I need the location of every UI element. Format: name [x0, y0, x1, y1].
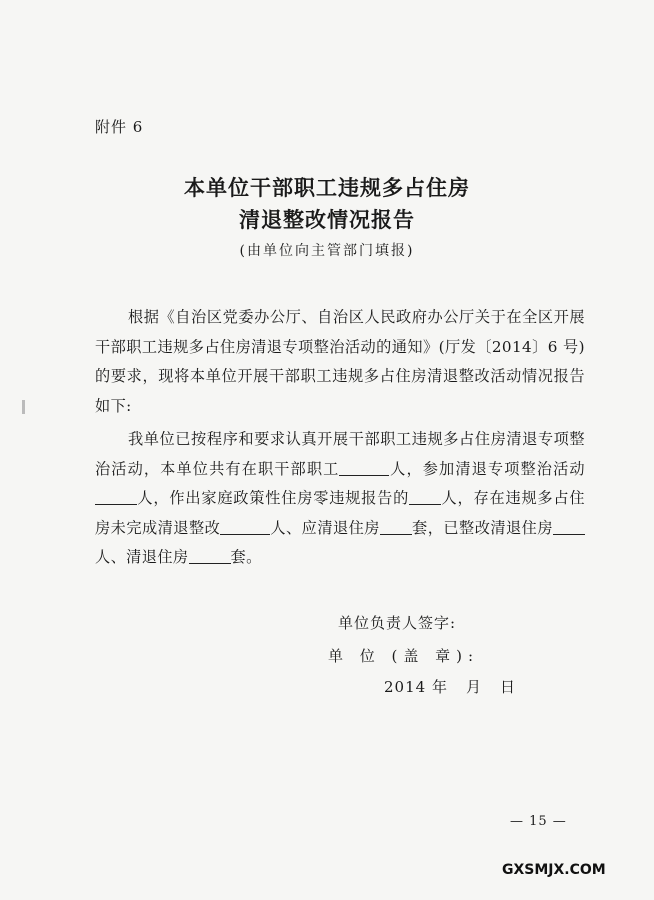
p2-text-1: 我单位已按程序和要求认真开展干部职工违规多占住房清退专项整治活动，本单位共有在职干部职工 — [95, 430, 585, 478]
unit-seal-label: 单 位 (盖 章): — [328, 647, 480, 665]
attachment-label: 附件 6 — [95, 118, 144, 136]
scan-edge-mark — [22, 400, 25, 414]
paragraph-2 — [95, 425, 585, 573]
p2-text-3: 人，作出家庭政策性住房零违规报告的 — [137, 489, 410, 507]
p2-text-5: 人、应清退住房 — [270, 518, 380, 537]
p2-text-4: 人，存在违规多占住房未完成清退整改 — [95, 489, 585, 537]
blank-houses-due — [380, 518, 412, 535]
page-number: — 15 — — [510, 814, 567, 829]
p2-text-2: 人，参加清退专项整治活动 — [389, 459, 585, 478]
blank-houses-returned — [189, 547, 231, 564]
blank-participants — [95, 488, 137, 505]
watermark: GXSMJX.COM — [502, 862, 606, 878]
date-month: 月 — [465, 678, 482, 696]
date-day: 日 — [499, 678, 516, 696]
title-line-2: 清退整改情况报告 — [239, 208, 415, 232]
blank-zero-report — [409, 488, 441, 505]
title-line-1: 本单位干部职工违规多占住房 — [184, 176, 470, 200]
blank-rectified-people — [553, 518, 585, 535]
paragraph-1: 根据《自治区党委办公厅、自治区人民政府办公厅关于在全区开展干部职工违规多占住房清退专项整治活动的通知》(厅发〔2014〕6 号) 的要求，现将本单位开展干部职工违规多占住房清退整改活动情况报告如下: — [95, 308, 585, 415]
p2-text-7: 人、清退住房 — [95, 548, 189, 566]
date-line — [384, 676, 516, 697]
subtitle: (由单位向主管部门填报) — [239, 243, 415, 259]
p2-text-6: 套，已整改清退住房 — [411, 518, 553, 537]
date-year: 2014 年 — [384, 678, 448, 696]
p2-text-8: 套。 — [230, 548, 262, 566]
blank-staff-count — [339, 459, 389, 476]
blank-incomplete — [220, 518, 270, 535]
leader-signature-label: 单位负责人签字: — [338, 614, 457, 632]
